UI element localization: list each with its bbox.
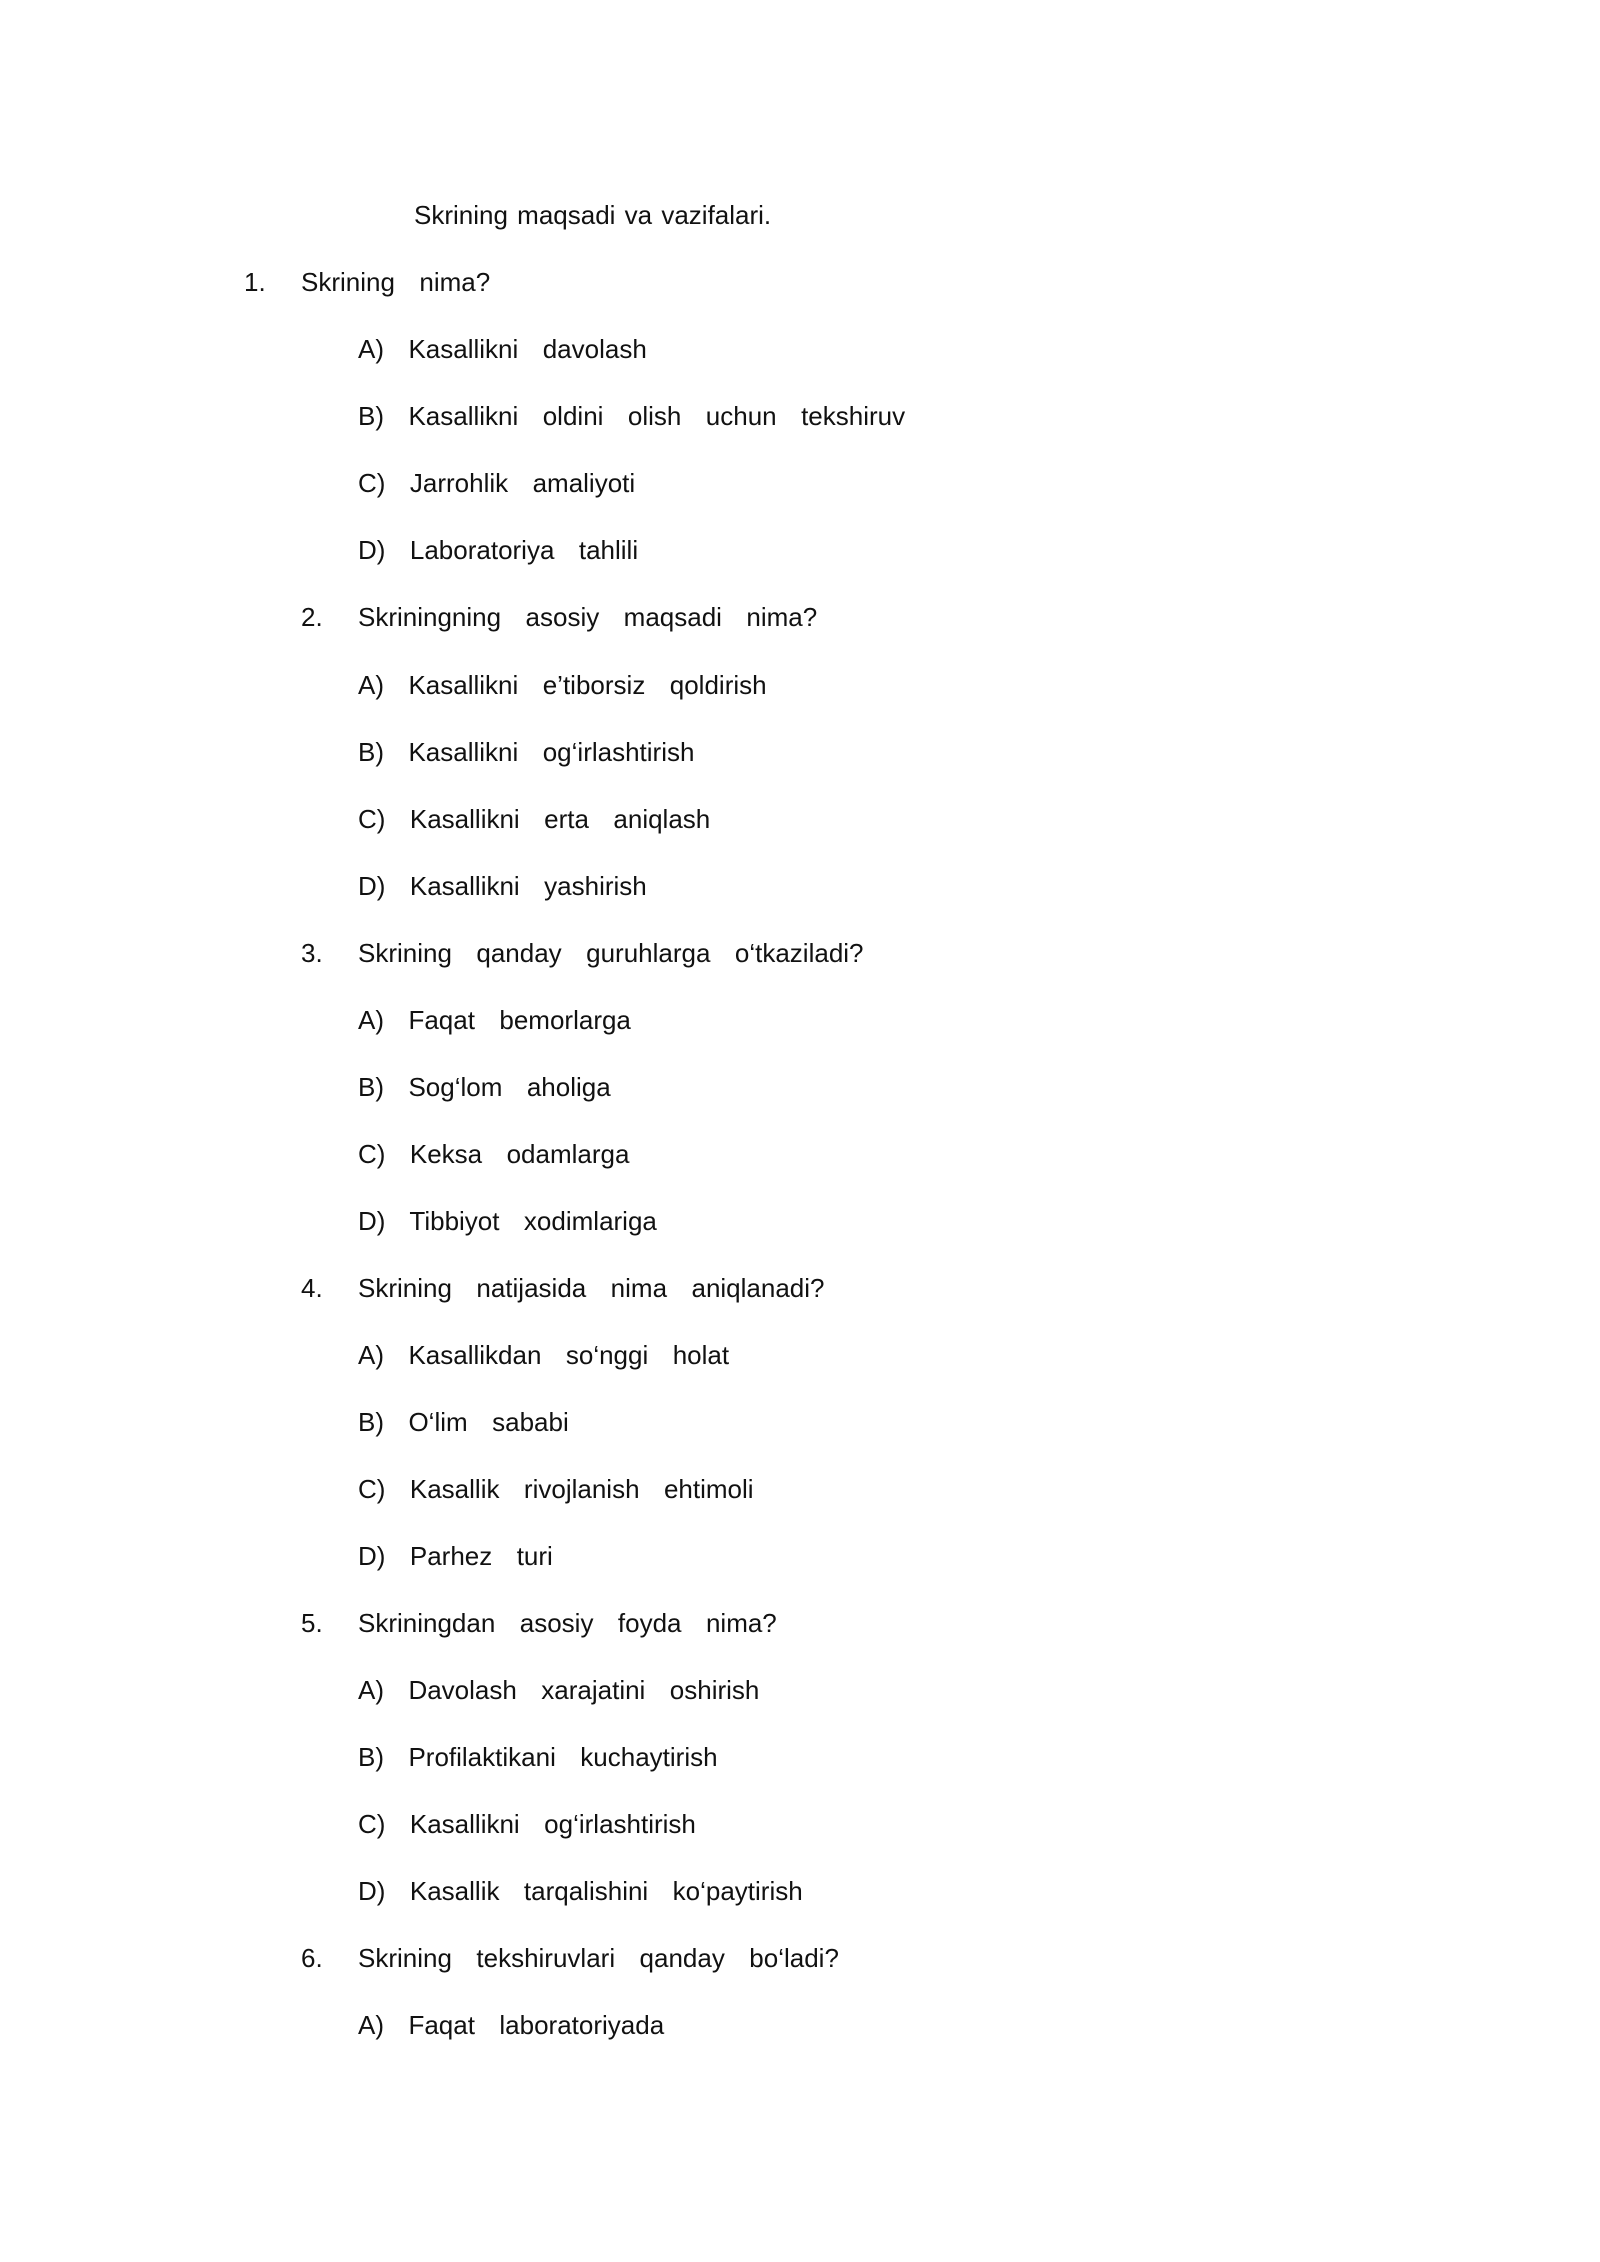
answer-option: C) Kasallik rivojlanish ehtimoli: [358, 1474, 754, 1504]
question-number: 5.: [301, 1608, 323, 1638]
question-number: 4.: [301, 1273, 323, 1303]
answer-option: A) Kasallikdan so‘nggi holat: [358, 1340, 730, 1370]
answer-option: B) Kasallikni oldini olish uchun tekshiruv: [358, 401, 906, 431]
answer-option: B) O‘lim sababi: [358, 1407, 569, 1437]
answer-option: C) Keksa odamlarga: [358, 1139, 630, 1169]
question-number: 1.: [244, 267, 266, 297]
answer-option: D) Parhez turi: [358, 1541, 553, 1571]
document-title: Skrining maqsadi va vazifalari.: [414, 200, 772, 230]
answer-option: B) Sog‘lom aholiga: [358, 1072, 611, 1102]
answer-option: A) Davolash xarajatini oshirish: [358, 1675, 760, 1705]
answer-option: B) Kasallikni og‘irlashtirish: [358, 737, 695, 767]
question-text: Skrining nima?: [301, 267, 491, 297]
answer-option: D) Kasallikni yashirish: [358, 871, 647, 901]
question-number: 3.: [301, 938, 323, 968]
answer-option: A) Faqat laboratoriyada: [358, 2010, 665, 2040]
answer-option: C) Kasallikni og‘irlashtirish: [358, 1809, 696, 1839]
question-text: Skrining tekshiruvlari qanday bo‘ladi?: [358, 1943, 839, 1973]
answer-option: C) Kasallikni erta aniqlash: [358, 804, 711, 834]
answer-option: D) Kasallik tarqalishini ko‘paytirish: [358, 1876, 803, 1906]
answer-option: C) Jarrohlik amaliyoti: [358, 468, 636, 498]
answer-option: B) Profilaktikani kuchaytirish: [358, 1742, 718, 1772]
question-text: Skrining natijasida nima aniqlanadi?: [358, 1273, 825, 1303]
answer-option: A) Kasallikni davolash: [358, 334, 647, 364]
answer-option: A) Kasallikni e’tiborsiz qoldirish: [358, 670, 767, 700]
answer-option: D) Tibbiyot xodimlariga: [358, 1206, 657, 1236]
answer-option: D) Laboratoriya tahlili: [358, 535, 639, 565]
question-number: 2.: [301, 602, 323, 632]
question-number: 6.: [301, 1943, 323, 1973]
question-text: Skriningning asosiy maqsadi nima?: [358, 602, 818, 632]
question-text: Skriningdan asosiy foyda nima?: [358, 1608, 777, 1638]
answer-option: A) Faqat bemorlarga: [358, 1005, 631, 1035]
question-text: Skrining qanday guruhlarga o‘tkaziladi?: [358, 938, 864, 968]
